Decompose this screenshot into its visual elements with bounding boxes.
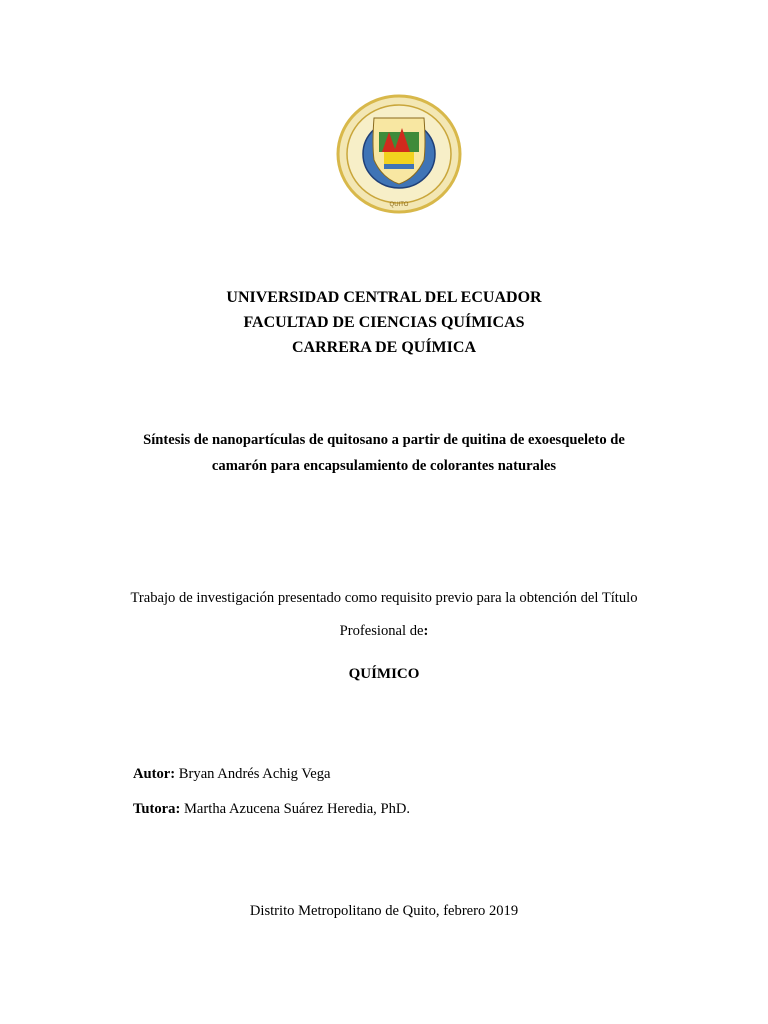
thesis-title-line2: camarón para encapsulamiento de colorantes naturales bbox=[211, 458, 557, 474]
tutor-line bbox=[133, 801, 410, 818]
degree-title: QUÍMICO bbox=[348, 666, 420, 682]
institution-header bbox=[0, 285, 768, 360]
tutor-label: Tutora: bbox=[133, 801, 181, 817]
place-date: Distrito Metropolitano de Quito, febrero 2019 bbox=[249, 903, 519, 919]
faculty-name: FACULTAD DE CIENCIAS QUÍMICAS bbox=[243, 314, 525, 331]
seal-bottom-text: QUITO bbox=[389, 202, 409, 208]
author-name: Bryan Andrés Achig Vega bbox=[175, 766, 331, 782]
tutor-name: Martha Azucena Suárez Heredia, PhD. bbox=[180, 801, 411, 817]
thesis-title-line1: Síntesis de nanopartículas de quitosano a partir de quitina de exoesqueleto de bbox=[143, 432, 625, 448]
requirement-line2-text: Profesional de bbox=[339, 623, 424, 639]
requirement-line2-colon: : bbox=[423, 623, 429, 639]
thesis-title bbox=[0, 428, 768, 480]
program-name: CARRERA DE QUÍMICA bbox=[291, 339, 476, 356]
author-label: Autor: bbox=[133, 766, 176, 782]
requirement-line2 bbox=[0, 623, 768, 640]
university-name: UNIVERSIDAD CENTRAL DEL ECUADOR bbox=[226, 289, 542, 306]
university-seal-logo bbox=[336, 94, 462, 214]
requirement-line1: Trabajo de investigación presentado como requisito previo para la obtención del Título bbox=[130, 590, 638, 606]
author-line bbox=[133, 766, 331, 783]
